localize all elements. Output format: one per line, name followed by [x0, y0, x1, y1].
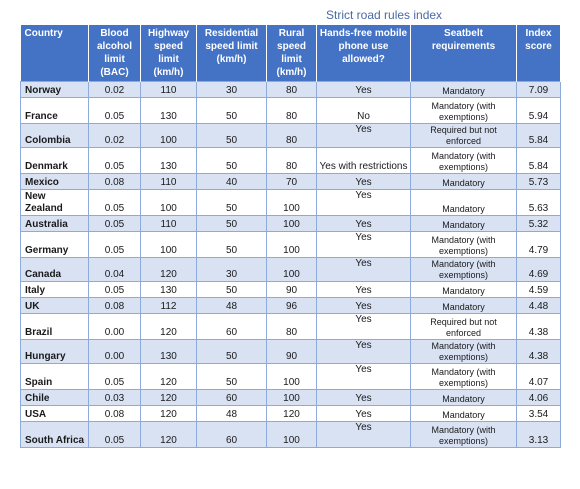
table-cell: Required but not enforced — [411, 314, 517, 340]
table-cell: Yes — [317, 314, 411, 340]
table-cell: 0.05 — [89, 216, 141, 232]
table-cell: 5.84 — [517, 124, 561, 148]
table-cell: 90 — [267, 340, 317, 364]
table-cell: 0.08 — [89, 298, 141, 314]
country-cell: Colombia — [21, 124, 89, 148]
table-cell: 80 — [267, 124, 317, 148]
table-row — [21, 148, 561, 174]
table-cell: Mandatory (with exemptions) — [411, 364, 517, 390]
table-row — [21, 174, 561, 190]
table-cell: 0.00 — [89, 340, 141, 364]
table-row — [21, 390, 561, 406]
table-cell: 100 — [267, 422, 317, 448]
table-cell: 4.38 — [517, 314, 561, 340]
table-row — [21, 298, 561, 314]
table-cell: Yes — [317, 422, 411, 448]
table-cell: 4.79 — [517, 232, 561, 258]
table-cell: 100 — [267, 232, 317, 258]
table-cell: Mandatory (with exemptions) — [411, 232, 517, 258]
table-row — [21, 82, 561, 98]
table-cell: Mandatory — [411, 298, 517, 314]
table-cell: Yes — [317, 124, 411, 148]
table-row — [21, 364, 561, 390]
table-cell: 48 — [197, 406, 267, 422]
road-rules-table — [20, 25, 561, 448]
table-cell: 0.05 — [89, 364, 141, 390]
table-cell: 80 — [267, 82, 317, 98]
table-cell: 50 — [197, 216, 267, 232]
table-cell: 0.05 — [89, 98, 141, 124]
table-row — [21, 232, 561, 258]
table-cell: 0.00 — [89, 314, 141, 340]
table-cell: 5.94 — [517, 98, 561, 124]
table-row — [21, 340, 561, 364]
table-cell: 100 — [141, 124, 197, 148]
table-cell: 130 — [141, 148, 197, 174]
table-cell: 3.54 — [517, 406, 561, 422]
table-cell: 100 — [267, 258, 317, 282]
table-cell: Yes — [317, 190, 411, 216]
table-cell: 4.69 — [517, 258, 561, 282]
header-cell: Residential speed limit (km/h) — [197, 25, 267, 82]
table-cell: 90 — [267, 282, 317, 298]
table-cell: 0.03 — [89, 390, 141, 406]
table-cell: 0.05 — [89, 232, 141, 258]
table-cell: 50 — [197, 232, 267, 258]
table-cell: 50 — [197, 340, 267, 364]
table-cell: 100 — [267, 364, 317, 390]
table-cell: 100 — [267, 216, 317, 232]
table-cell: 100 — [267, 190, 317, 216]
country-cell: New Zealand — [21, 190, 89, 216]
table-cell: No — [317, 98, 411, 124]
table-row — [21, 282, 561, 298]
table-cell: 60 — [197, 422, 267, 448]
table-cell: Yes — [317, 390, 411, 406]
table-cell: Required but not enforced — [411, 124, 517, 148]
table-cell: 50 — [197, 364, 267, 390]
table-cell: 50 — [197, 98, 267, 124]
table-cell: Mandatory — [411, 282, 517, 298]
table-cell: 120 — [141, 314, 197, 340]
table-cell: 5.73 — [517, 174, 561, 190]
table-cell: 120 — [141, 406, 197, 422]
table-cell: Mandatory — [411, 390, 517, 406]
table-cell: 100 — [267, 390, 317, 406]
table-row — [21, 314, 561, 340]
table-cell: 0.05 — [89, 282, 141, 298]
table-cell: Mandatory (with exemptions) — [411, 148, 517, 174]
country-cell: Mexico — [21, 174, 89, 190]
table-cell: 100 — [141, 190, 197, 216]
table-cell: Yes — [317, 258, 411, 282]
table-cell: Yes — [317, 216, 411, 232]
table-cell: 120 — [141, 258, 197, 282]
table-cell: 5.63 — [517, 190, 561, 216]
table-cell: 110 — [141, 174, 197, 190]
table-cell: Yes with restrictions — [317, 148, 411, 174]
table-cell: 0.02 — [89, 82, 141, 98]
table-row — [21, 258, 561, 282]
header-row — [21, 25, 561, 82]
table-cell: 0.05 — [89, 422, 141, 448]
table-cell: 3.13 — [517, 422, 561, 448]
table-row — [21, 190, 561, 216]
table-cell: 80 — [267, 148, 317, 174]
table-cell: 0.02 — [89, 124, 141, 148]
header-cell: Rural speed limit (km/h) — [267, 25, 317, 82]
table-cell: Yes — [317, 232, 411, 258]
table-cell: Yes — [317, 174, 411, 190]
table-cell: 0.08 — [89, 406, 141, 422]
table-cell: 120 — [141, 390, 197, 406]
table-cell: Yes — [317, 282, 411, 298]
table-row — [21, 124, 561, 148]
country-cell: Canada — [21, 258, 89, 282]
table-cell: 110 — [141, 216, 197, 232]
table-cell: 130 — [141, 98, 197, 124]
table-row — [21, 216, 561, 232]
table-cell: 0.04 — [89, 258, 141, 282]
table-cell: 50 — [197, 282, 267, 298]
table-cell: Yes — [317, 82, 411, 98]
header-cell: Index score — [517, 25, 561, 82]
header-cell: Blood alcohol limit (BAC) — [89, 25, 141, 82]
table-cell: 80 — [267, 314, 317, 340]
table-cell: Mandatory (with exemptions) — [411, 258, 517, 282]
country-cell: Italy — [21, 282, 89, 298]
table-cell: 50 — [197, 124, 267, 148]
country-cell: Hungary — [21, 340, 89, 364]
table-cell: 112 — [141, 298, 197, 314]
table-cell: 130 — [141, 282, 197, 298]
country-cell: France — [21, 98, 89, 124]
table-cell: Mandatory (with exemptions) — [411, 422, 517, 448]
country-cell: Denmark — [21, 148, 89, 174]
table-cell: 60 — [197, 314, 267, 340]
country-cell: Brazil — [21, 314, 89, 340]
table-cell: 4.59 — [517, 282, 561, 298]
table-cell: 120 — [267, 406, 317, 422]
table-cell: 100 — [141, 232, 197, 258]
table-cell: Yes — [317, 364, 411, 390]
table-cell: 4.48 — [517, 298, 561, 314]
table-cell: 0.05 — [89, 148, 141, 174]
country-cell: UK — [21, 298, 89, 314]
table-row — [21, 422, 561, 448]
table-cell: 30 — [197, 258, 267, 282]
table-title: Strict road rules index — [326, 8, 443, 22]
table-cell: Mandatory — [411, 406, 517, 422]
table-cell: 4.38 — [517, 340, 561, 364]
table-cell: 30 — [197, 82, 267, 98]
table-cell: Mandatory (with exemptions) — [411, 340, 517, 364]
table-cell: Mandatory — [411, 190, 517, 216]
table-cell: 80 — [267, 98, 317, 124]
table-cell: 96 — [267, 298, 317, 314]
table-cell: 50 — [197, 148, 267, 174]
table-cell: 50 — [197, 190, 267, 216]
table-cell: 120 — [141, 422, 197, 448]
header-cell: Seatbelt requirements — [411, 25, 517, 82]
table-cell: Yes — [317, 298, 411, 314]
table-cell: 60 — [197, 390, 267, 406]
table-cell: 70 — [267, 174, 317, 190]
table-cell: Yes — [317, 406, 411, 422]
table-cell: Mandatory (with exemptions) — [411, 98, 517, 124]
table-row — [21, 406, 561, 422]
country-cell: Chile — [21, 390, 89, 406]
table-cell: 4.07 — [517, 364, 561, 390]
table-cell: 4.06 — [517, 390, 561, 406]
table-cell: 0.08 — [89, 174, 141, 190]
table-cell: 7.09 — [517, 82, 561, 98]
table-cell: Mandatory — [411, 174, 517, 190]
table-cell: 110 — [141, 82, 197, 98]
table-row — [21, 98, 561, 124]
table-cell: Mandatory — [411, 82, 517, 98]
table-cell: 40 — [197, 174, 267, 190]
table-cell: Yes — [317, 340, 411, 364]
country-cell: USA — [21, 406, 89, 422]
header-cell: Country — [21, 25, 89, 82]
table-cell: 5.84 — [517, 148, 561, 174]
table-cell: 5.32 — [517, 216, 561, 232]
table-cell: 0.05 — [89, 190, 141, 216]
country-cell: South Africa — [21, 422, 89, 448]
table-cell: 48 — [197, 298, 267, 314]
country-cell: Norway — [21, 82, 89, 98]
header-cell: Highway speed limit (km/h) — [141, 25, 197, 82]
table-cell: 130 — [141, 340, 197, 364]
header-cell: Hands-free mobile phone use allowed? — [317, 25, 411, 82]
table-cell: 120 — [141, 364, 197, 390]
table-cell: Mandatory — [411, 216, 517, 232]
country-cell: Australia — [21, 216, 89, 232]
country-cell: Germany — [21, 232, 89, 258]
country-cell: Spain — [21, 364, 89, 390]
